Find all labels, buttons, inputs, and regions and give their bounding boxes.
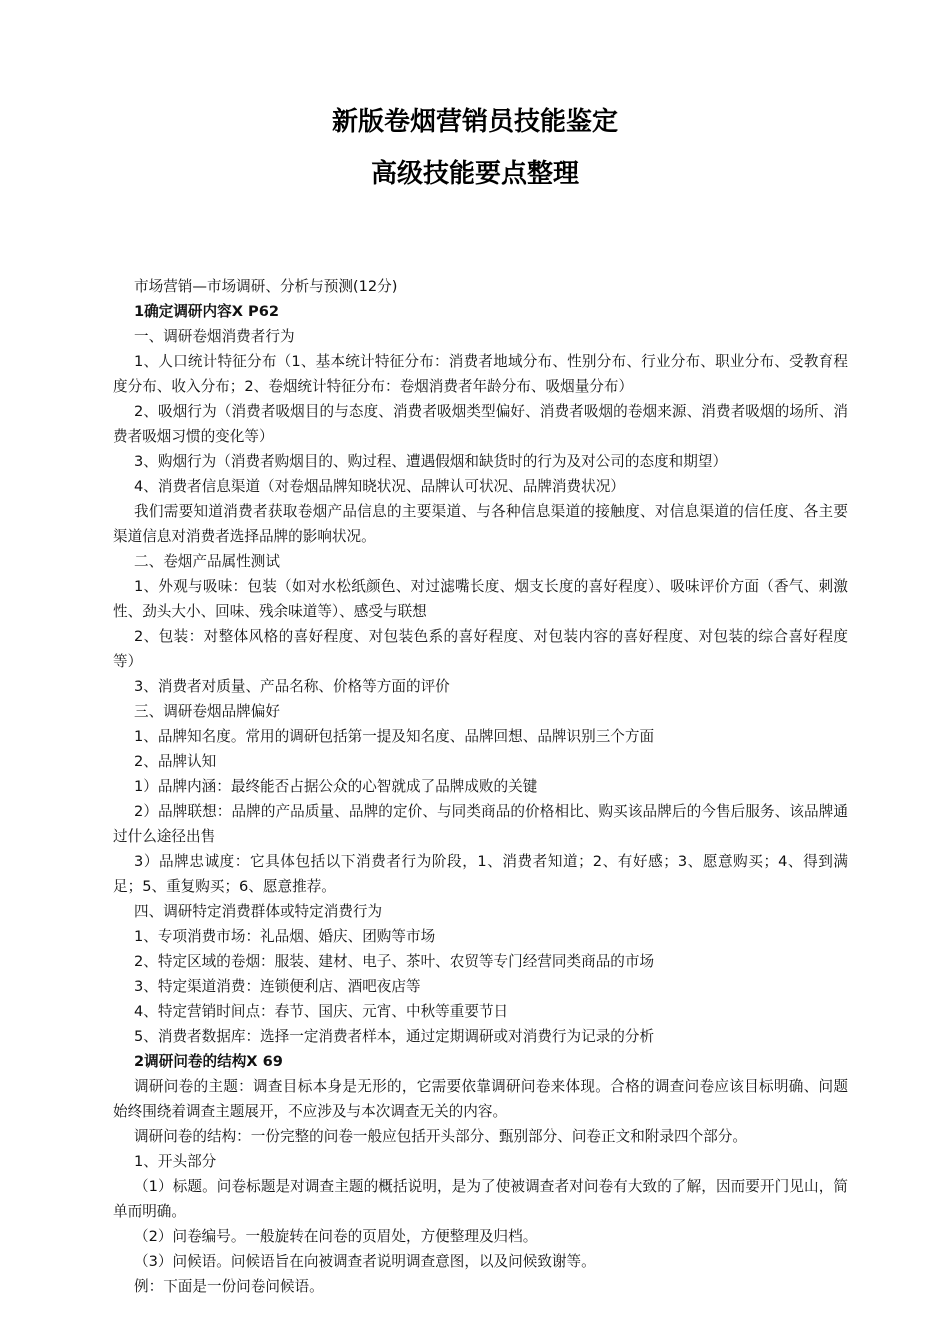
document-body — [113, 274, 848, 1299]
paragraph: 1、人口统计特征分布（1、基本统计特征分布：消费者地域分布、性别分布、行业分布、职业分布、受教育程度分布、收入分布；2、卷烟统计特征分布：卷烟消费者年龄分布、吸烟量分布） — [113, 353, 848, 395]
paragraph: 例：下面是一份问卷问候语。 — [134, 1278, 324, 1295]
paragraph: 二、卷烟产品属性测试 — [134, 553, 280, 570]
paragraph: 1、外观与吸味：包装（如对水松纸颜色、对过滤嘴长度、烟支长度的喜好程度）、吸味评价方面（香气、刺激性、劲头大小、回味、残余味道等）、感受与联想 — [113, 578, 848, 620]
paragraph: 四、调研特定消费群体或特定消费行为 — [134, 903, 383, 920]
paragraph: 3、购烟行为（消费者购烟目的、购过程、遭遇假烟和缺货时的行为及对公司的态度和期望） — [134, 453, 728, 470]
paragraph: 2、品牌认知 — [134, 753, 217, 770]
paragraph: 2、吸烟行为（消费者吸烟目的与态度、消费者吸烟类型偏好、消费者吸烟的卷烟来源、消费者吸烟的场所、消费者吸烟习惯的变化等） — [113, 403, 848, 445]
paragraph: 2、特定区域的卷烟：服装、建材、电子、茶叶、农贸等专门经营同类商品的市场 — [134, 953, 655, 970]
paragraph: 3、消费者对质量、产品名称、价格等方面的评价 — [134, 678, 450, 695]
paragraph: 调研问卷的主题：调查目标本身是无形的，它需要依靠调研问卷来体现。合格的调查问卷应该目标明确、问题始终围绕着调查主题展开，不应涉及与本次调查无关的内容。 — [113, 1078, 848, 1120]
paragraph: 3、特定渠道消费：连锁便利店、酒吧夜店等 — [134, 978, 421, 995]
paragraph: 一、调研卷烟消费者行为 — [134, 328, 295, 345]
section-heading: 1确定调研内容X P62 — [134, 303, 280, 320]
paragraph: 4、特定营销时间点：春节、国庆、元宵、中秋等重要节日 — [134, 1003, 509, 1020]
paragraph: 我们需要知道消费者获取卷烟产品信息的主要渠道、与各种信息渠道的接触度、对信息渠道的信任度、各主要渠道信息对消费者选择品牌的影响状况。 — [113, 503, 848, 545]
paragraph: 2、包装：对整体风格的喜好程度、对包装色系的喜好程度、对包装内容的喜好程度、对包装的综合喜好程度等） — [113, 628, 848, 670]
paragraph: 5、消费者数据库：选择一定消费者样本，通过定期调研或对消费行为记录的分析 — [134, 1028, 655, 1045]
paragraph: 4、消费者信息渠道（对卷烟品牌知晓状况、品牌认可状况、品牌消费状况） — [134, 478, 625, 495]
paragraph: 三、调研卷烟品牌偏好 — [134, 703, 280, 720]
paragraph: 3）品牌忠诚度：它具体包括以下消费者行为阶段，1、消费者知道；2、有好感；3、愿意购买；4、得到满足；5、重复购买；6、愿意推荐。 — [113, 853, 848, 895]
document-title-line2: 高级技能要点整理 — [370, 159, 579, 189]
paragraph: （2）问卷编号。一般旋转在问卷的页眉处，方便整理及归档。 — [134, 1228, 538, 1245]
paragraph: （1）标题。问卷标题是对调查主题的概括说明，是为了使被调查者对问卷有大致的了解，因而要开门见山，简单而明确。 — [113, 1178, 848, 1220]
paragraph: 1、品牌知名度。常用的调研包括第一提及知名度、品牌回想、品牌识别三个方面 — [134, 728, 655, 745]
paragraph: 1、开头部分 — [134, 1153, 217, 1170]
paragraph: 1、专项消费市场：礼品烟、婚庆、团购等市场 — [134, 928, 436, 945]
paragraph: （3）问候语。问候语旨在向被调查者说明调查意图，以及问候致谢等。 — [134, 1253, 596, 1270]
paragraph: 调研问卷的结构：一份完整的问卷一般应包括开头部分、甄别部分、问卷正文和附录四个部分。 — [134, 1128, 747, 1145]
section-heading: 2调研问卷的结构X 69 — [134, 1053, 283, 1070]
paragraph: 市场营销—市场调研、分析与预测(12分) — [134, 278, 398, 295]
paragraph: 2）品牌联想：品牌的产品质量、品牌的定价、与同类商品的价格相比、购买该品牌后的今售后服务、该品牌通过什么途径出售 — [113, 803, 848, 845]
document-title-line1: 新版卷烟营销员技能鉴定 — [331, 107, 618, 137]
paragraph: 1）品牌内涵：最终能否占据公众的心智就成了品牌成败的关键 — [134, 778, 538, 795]
